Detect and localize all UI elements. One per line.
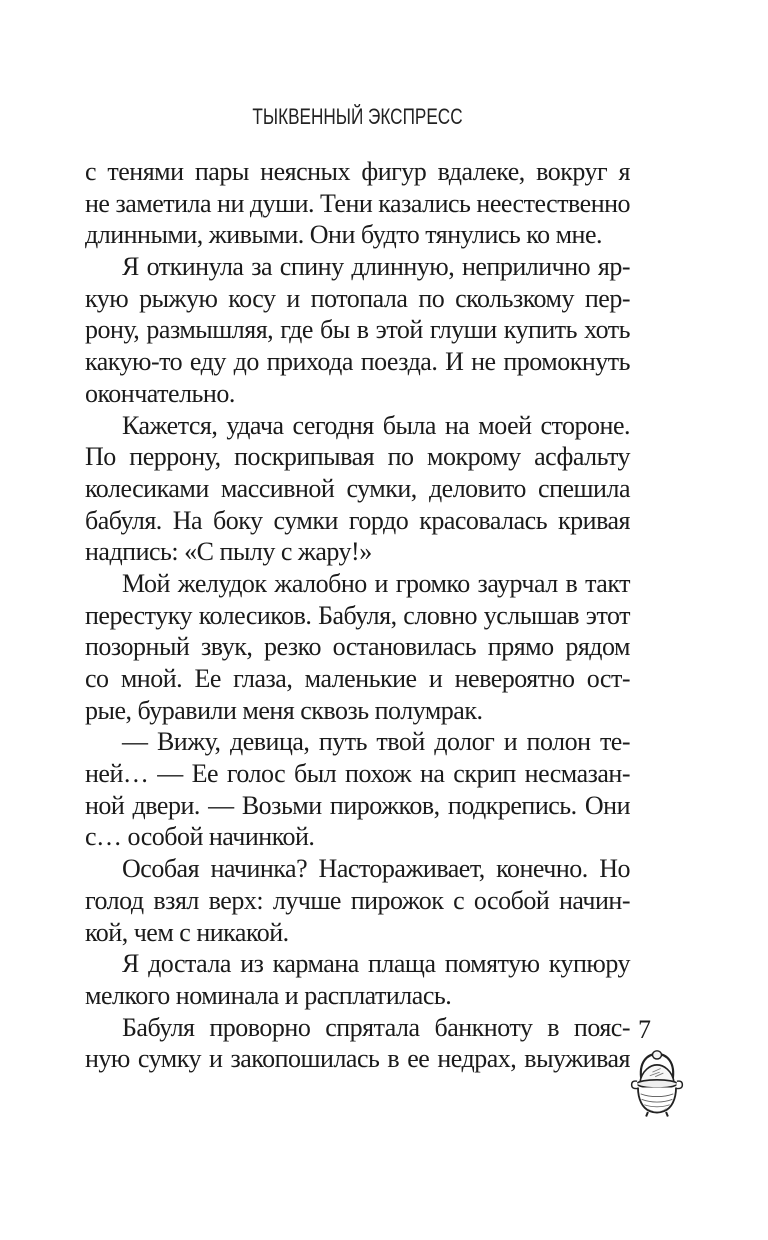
text-line: Мой желудок жалобно и громко заурчал в такт — [122, 568, 630, 598]
text-line: колесиками массивной сумки, деловито спешила — [85, 473, 630, 503]
text-line: ную сумку и закопошилась в ее недрах, выуживая — [85, 1044, 630, 1074]
text-line: перестуку колесиков. Бабуля, словно услышав этот — [85, 600, 630, 630]
text-line: бабуля. На боку сумки гордо красовалась кривая — [85, 505, 630, 535]
text-line: кой, чем с никакой. — [85, 917, 289, 947]
text-line: длинными, живыми. Они будто тянулись ко мне. — [85, 220, 602, 250]
text-line: ней… — Ее голос был похож на скрип несмазан- — [85, 759, 630, 789]
text-line: не заметила ни души. Тени казались неестественно — [85, 188, 631, 218]
text-line: Кажется, удача сегодня была на моей стороне. — [122, 410, 630, 440]
text-line: Я достала из кармана плаща помятую купюру — [122, 949, 630, 979]
text-line: Бабуля проворно спрятала банкноту в пояс- — [122, 1012, 630, 1042]
text-line: какую-то еду до прихода поезда. И не промокнуть — [85, 347, 630, 377]
text-line: рону, размышляя, где бы в этой глуши купить хоть — [85, 315, 630, 345]
text-line: Я откинула за спину длинную, неприлично яр- — [122, 252, 630, 282]
running-header: ТЫКВЕННЫЙ ЭКСПРЕСС — [252, 104, 463, 129]
text-line: голод взял верх: лучше пирожок с особой начин- — [85, 885, 630, 915]
cauldron-icon — [628, 1048, 686, 1118]
text-line: позорный звук, резко остановилась прямо рядом — [85, 632, 630, 662]
text-line: с… особой начинкой. — [85, 822, 315, 852]
text-line: ной двери. — Возьми пирожков, подкрепись. Они — [85, 790, 630, 820]
text-line: окончательно. — [85, 378, 235, 408]
text-line: с тенями пары неясных фигур вдалеке, вокруг я — [85, 157, 630, 186]
text-line: кую рыжую косу и потопала по скользкому пер- — [85, 283, 630, 313]
text-line: со мной. Ее глаза, маленькие и невероятно ост- — [85, 664, 630, 693]
text-line: Особая начинка? Настораживает, конечно. Но — [122, 854, 630, 884]
text-line: надпись: «С пылу с жару!» — [85, 537, 372, 567]
text-line: рые, буравили меня сквозь полумрак. — [85, 695, 483, 725]
cauldron-pot-illustration — [628, 1048, 686, 1118]
text-line: мелкого номинала и расплатилась. — [85, 980, 452, 1010]
text-line: По перрону, поскрипывая по мокрому асфальту — [85, 442, 630, 472]
page-number: 7 — [638, 1015, 651, 1044]
text-line: — Вижу, девица, путь твой долог и полон те- — [122, 727, 630, 757]
text-block — [85, 156, 630, 1075]
